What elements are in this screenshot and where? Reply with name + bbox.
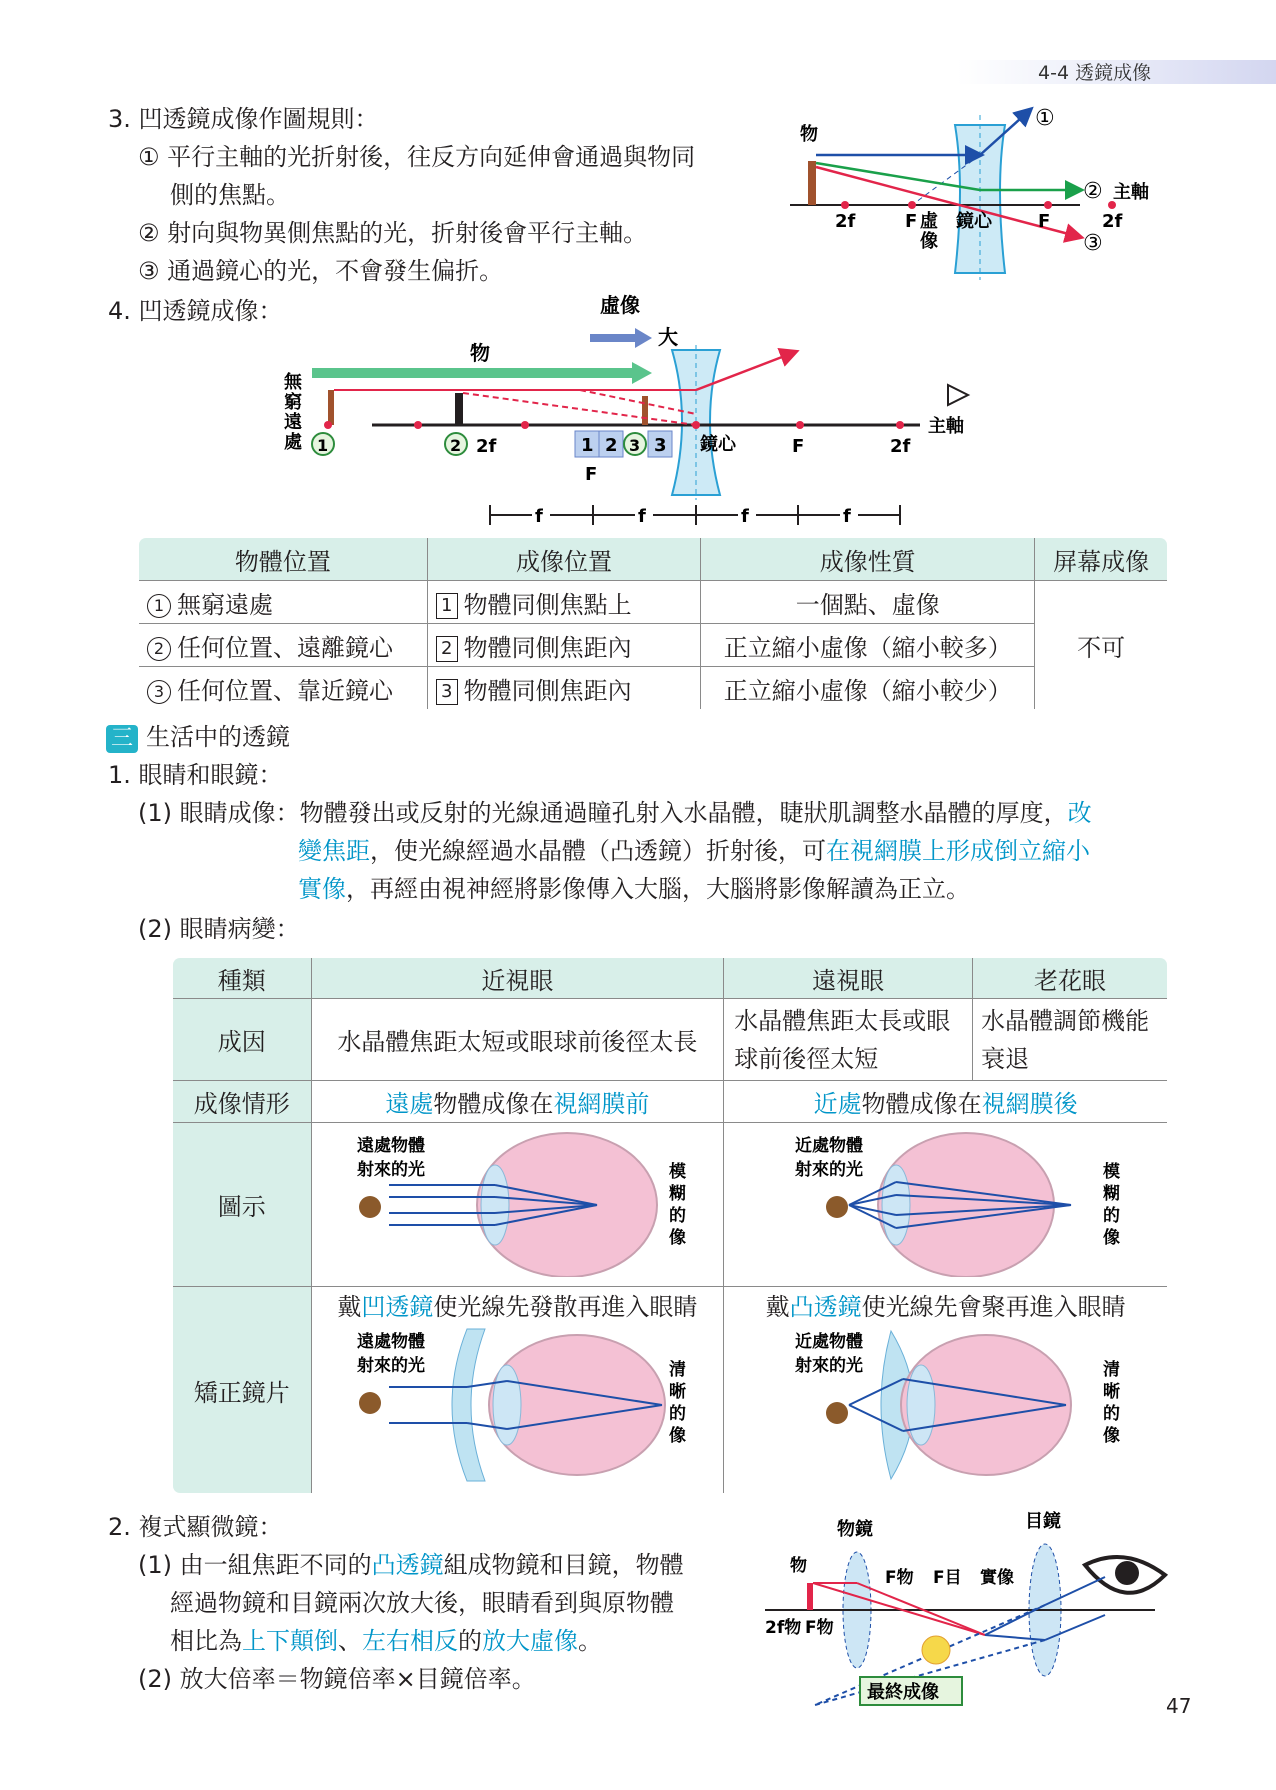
rules-title: 3. 凹透鏡成像作圖規則： — [108, 105, 379, 133]
rule-item: ③ 通過鏡心的光，不會發生偏折。 — [138, 257, 504, 285]
svg-text:實像: 實像 — [980, 1568, 1014, 1588]
svg-text:2f: 2f — [476, 436, 497, 457]
svg-text:的: 的 — [669, 1205, 687, 1226]
svg-text:2: 2 — [450, 436, 462, 455]
eyes-paragraph: 實像，再經由視神經將影像傳入大腦，大腦將影像解讀為正立。 — [298, 875, 970, 903]
svg-text:最終成像: 最終成像 — [867, 1682, 939, 1703]
svg-text:近處物體: 近處物體 — [794, 1135, 863, 1156]
svg-text:F: F — [1038, 211, 1051, 232]
teddy-bear-icon — [826, 1196, 848, 1218]
svg-text:物鏡: 物鏡 — [837, 1519, 873, 1540]
svg-text:窮: 窮 — [284, 392, 302, 413]
svg-text:2: 2 — [605, 435, 618, 456]
svg-text:像: 像 — [669, 1426, 687, 1446]
rule-item: ② 射向與物異側焦點的光，折射後會平行主軸。 — [138, 219, 648, 247]
table-row: 圖示 遠處物體 射來的光 模 糊 的 像 近處物體 射來的光 模 糊 的 像 — [172, 1123, 1169, 1287]
svg-text:遠處物體: 遠處物體 — [357, 1135, 426, 1156]
table-row: 成像情形 遠處物體成像在視網膜前 近處物體成像在視網膜後 — [172, 1081, 1169, 1123]
imaging-title: 4. 凹透鏡成像： — [108, 297, 283, 325]
svg-text:2f: 2f — [890, 436, 911, 457]
svg-text:目鏡: 目鏡 — [1025, 1511, 1061, 1532]
table-row: 成因 水晶體焦距太短或眼球前後徑太長 水晶體焦距太長或眼 球前後徑太短 水晶體調節機能 衰退 — [172, 999, 1169, 1081]
svg-text:的: 的 — [669, 1404, 687, 1424]
microscope-paragraph: (1) 由一組焦距不同的凸透鏡組成物鏡和目鏡，物體 — [138, 1551, 684, 1579]
svg-text:處: 處 — [284, 432, 302, 453]
svg-text:射來的光: 射來的光 — [794, 1159, 863, 1180]
myopia-correction-diagram — [317, 1327, 717, 1487]
table-row: 1 無窮遠處 1 物體同側焦點上 一個點、虛像 不可 — [138, 581, 1169, 624]
concave-lens — [452, 1329, 485, 1481]
microscope-diagram — [755, 1505, 1175, 1715]
myopia-eye-diagram — [317, 1127, 717, 1277]
svg-text:3: 3 — [654, 435, 667, 456]
section-badge: 三 — [106, 725, 138, 753]
page-number: 47 — [1166, 1694, 1192, 1718]
svg-text:清: 清 — [669, 1360, 687, 1380]
svg-text:虛: 虛 — [920, 211, 938, 232]
svg-text:②: ② — [1083, 179, 1103, 204]
svg-text:遠處物體: 遠處物體 — [357, 1332, 426, 1352]
table-header: 種類 — [172, 957, 312, 999]
svg-text:F: F — [585, 464, 598, 485]
concave-imaging-table — [136, 535, 1170, 712]
eye-icon — [948, 385, 968, 405]
svg-text:晰: 晰 — [669, 1382, 687, 1402]
svg-text:像: 像 — [669, 1227, 687, 1248]
svg-text:糊: 糊 — [1102, 1183, 1120, 1204]
svg-text:晰: 晰 — [1102, 1382, 1120, 1402]
svg-text:的: 的 — [1102, 1404, 1120, 1424]
svg-text:物: 物 — [470, 341, 490, 365]
eye-disease-table — [170, 955, 1170, 1496]
teddy-bear-icon — [359, 1196, 381, 1218]
svg-text:3: 3 — [629, 436, 641, 455]
svg-text:遠: 遠 — [284, 412, 302, 433]
svg-text:F: F — [792, 436, 805, 457]
svg-text:物: 物 — [790, 1556, 807, 1576]
svg-text:虛像: 虛像 — [600, 293, 640, 317]
table-header: 近視眼 — [311, 957, 724, 999]
table-row: 3 任何位置、靠近鏡心 3 物體同側焦距內 正立縮小虛像（縮小較少） — [138, 667, 1169, 711]
svg-text:無: 無 — [284, 372, 302, 393]
svg-text:1: 1 — [317, 436, 329, 455]
table-header: 成像性質 — [701, 537, 1035, 581]
svg-text:①: ① — [1035, 106, 1055, 131]
microscope-paragraph: 經過物鏡和目鏡兩次放大後，眼睛看到與原物體 — [170, 1589, 674, 1617]
table-header: 遠視眼 — [724, 957, 973, 999]
svg-text:像: 像 — [1102, 1227, 1120, 1248]
final-image-icon — [922, 1636, 950, 1664]
concave-rules-diagram — [780, 95, 1180, 295]
svg-text:糊: 糊 — [669, 1183, 687, 1204]
object-candle — [808, 161, 816, 205]
eyes-paragraph: 變焦距，使光線經過水晶體（凸透鏡）折射後，可在視網膜上形成倒立縮小 — [298, 837, 1090, 865]
eyes-title: 1. 眼睛和眼鏡： — [108, 761, 283, 789]
svg-text:f: f — [535, 506, 543, 527]
svg-text:f: f — [843, 506, 851, 527]
svg-text:的: 的 — [1102, 1205, 1120, 1226]
eyes-paragraph: (1) 眼睛成像：物體發出或反射的光線通過瞳孔射入水晶體，睫狀肌調整水晶體的厚度，改 — [138, 799, 1092, 827]
svg-text:模: 模 — [1102, 1161, 1120, 1182]
svg-text:像: 像 — [1102, 1426, 1120, 1446]
svg-text:f: f — [638, 506, 646, 527]
teddy-bear-icon — [359, 1392, 381, 1414]
svg-text:鏡心: 鏡心 — [956, 211, 992, 232]
svg-text:F: F — [905, 211, 918, 232]
svg-text:主軸: 主軸 — [1113, 182, 1149, 203]
svg-text:2f: 2f — [835, 211, 856, 232]
table-header: 屏幕成像 — [1035, 537, 1169, 581]
hyperopia-eye-diagram — [731, 1127, 1161, 1277]
microscope-title: 2. 複式顯微鏡： — [108, 1513, 283, 1541]
hyperopia-correction-diagram — [731, 1327, 1161, 1487]
svg-text:大: 大 — [658, 325, 678, 349]
svg-text:清: 清 — [1102, 1360, 1120, 1380]
microscope-paragraph: 相比為上下顛倒、左右相反的放大虛像。 — [170, 1627, 602, 1655]
table-row: 矯正鏡片 戴凹透鏡使光線先發散再進入眼睛 遠處物體 射來的光 清 晰 的 像 戴凸透鏡使光線先會聚再進入眼睛 近處物體 射來的光 清 晰 的 像 — [172, 1287, 1169, 1495]
svg-text:F物: F物 — [885, 1568, 914, 1588]
microscope-paragraph: (2) 放大倍率＝物鏡倍率×目鏡倍率。 — [138, 1665, 536, 1693]
svg-text:③: ③ — [1083, 231, 1103, 256]
screen-result: 不可 — [1035, 581, 1169, 711]
eyes-subtitle: (2) 眼睛病變： — [138, 915, 300, 943]
table-header: 物體位置 — [138, 537, 428, 581]
table-header: 成像位置 — [427, 537, 701, 581]
svg-text:模: 模 — [669, 1161, 687, 1182]
svg-text:F物: F物 — [805, 1618, 834, 1638]
svg-text:主軸: 主軸 — [928, 416, 964, 437]
teddy-bear-icon — [826, 1402, 848, 1424]
svg-text:鏡心: 鏡心 — [700, 434, 736, 455]
svg-text:射來的光: 射來的光 — [357, 1356, 426, 1376]
rule-item: ① 平行主軸的光折射後，往反方向延伸會通過與物同 — [138, 143, 696, 171]
svg-text:射來的光: 射來的光 — [357, 1159, 426, 1180]
svg-text:近處物體: 近處物體 — [794, 1332, 863, 1352]
section-header: 4-4 透鏡成像 — [1038, 62, 1152, 84]
svg-text:1: 1 — [581, 435, 594, 456]
svg-text:射來的光: 射來的光 — [794, 1356, 863, 1376]
svg-text:物: 物 — [800, 124, 818, 145]
section-heading: 三 生活中的透鏡 — [106, 718, 290, 756]
svg-text:F目: F目 — [933, 1568, 962, 1588]
svg-text:像: 像 — [920, 231, 938, 252]
svg-text:2f物: 2f物 — [765, 1618, 802, 1638]
concave-imaging-diagram — [280, 290, 980, 530]
table-header: 老花眼 — [973, 957, 1169, 999]
table-row: 2 任何位置、遠離鏡心 2 物體同側焦距內 正立縮小虛像（縮小較多） — [138, 624, 1169, 667]
svg-text:f: f — [741, 506, 749, 527]
svg-text:2f: 2f — [1102, 211, 1123, 232]
rule-item: 側的焦點。 — [170, 181, 290, 209]
